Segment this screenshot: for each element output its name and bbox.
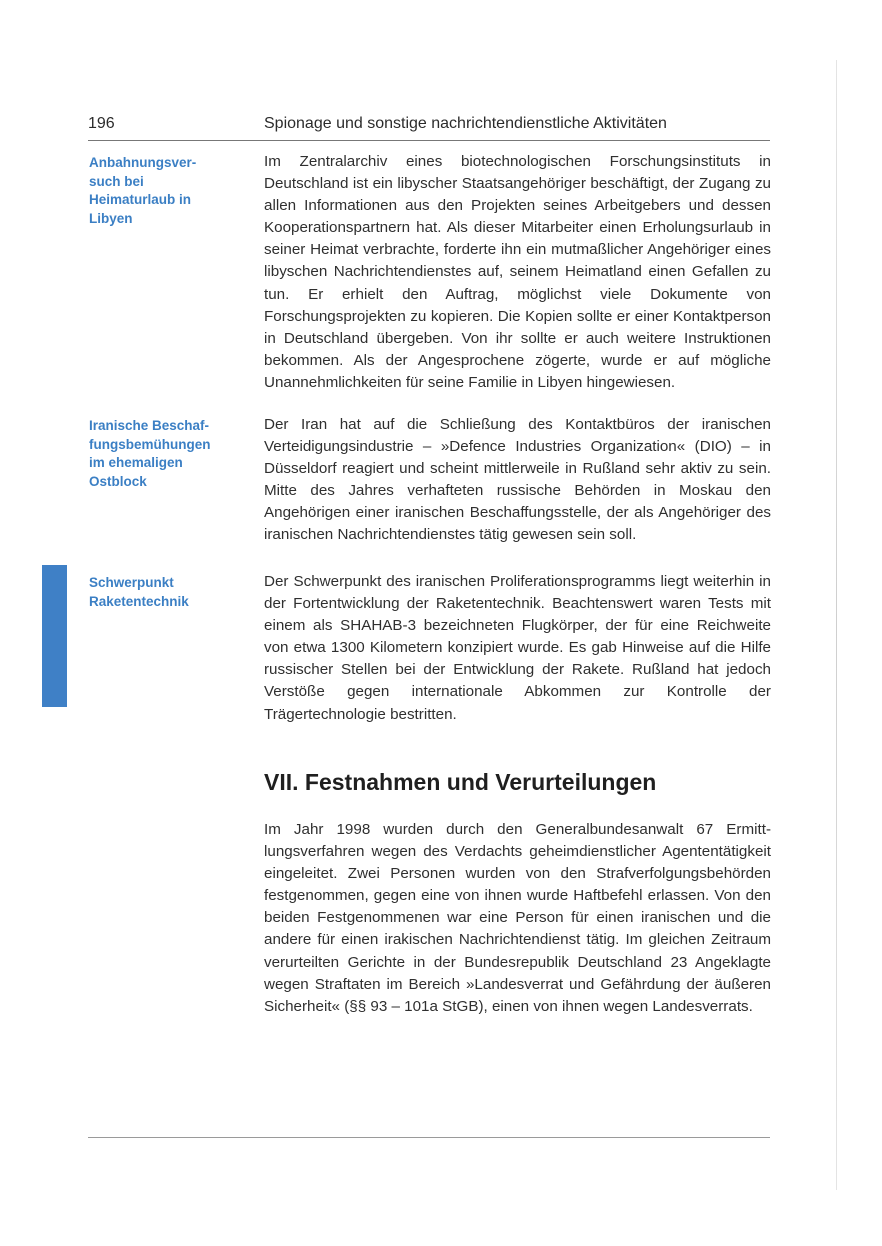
section-heading: VII. Festnahmen und Verurteilungen (264, 769, 657, 795)
paragraph-iran-procurement: Der Iran hat auf die Schließung des Kontaktbüros der iranischen Verteidigungsindustrie – »Defence Industries Organization« (DIO) – in Düsseldorf reagiert und scheint mittlerweile in Rußland sehr aktiv zu sein. Mitte des Jahres verhafteten russische Behörden in Moskau den Angehörigen einer iranischen Beschaffungsstelle, der als Angehöriger des iranischen Nachrichtendienstes tätig gewesen sein soll. (264, 416, 771, 544)
margin-label-iran-procurement: Iranische Beschaf- fungsbemühungen im ehemaligen Ostblock (89, 418, 211, 489)
margin-label-missile-technology: Schwerpunkt Raketentechnik (89, 575, 189, 609)
header-divider (88, 140, 770, 141)
page-edge-shadow (836, 60, 837, 1190)
paragraph-libya: Im Zentralarchiv eines biotechnologischen Forschungsinstituts in Deutschland ist ein libyscher Staatsangehöriger beschäftigt, der Zugang zu allen Informationen aus den Projekten seines Arbeitgebers und dessen Kooperationspartnern hat. Als dieser Mitarbeiter einen Erholungsurlaub in seiner Heimat verbrachte, forderte ihn ein mutmaßlicher Angehöriger eines libyschen Nachrichtendienstes auf, seinem Heimatland einen Gefallen zu tun. Er erhielt den Auftrag, möglichst viele Dokumente von Forschungsprojekten zu kopieren. Die Kopien sollte er einer Kontaktperson in Deutschland übergeben. Von ihr sollte er auch weitere Instruktionen bekommen. Als der Angesprochene zögerte, wurde er auf mögliche Unannehmlichkeiten für seine Familie in Libyen hingewiesen. (264, 153, 771, 391)
margin-label-libya: Anbahnungsver- such bei Heimaturlaub in Libyen (89, 155, 197, 226)
paragraph-missile-technology: Der Schwerpunkt des iranischen Proliferationsprogramms liegt weiterhin in der Fortentwicklung der Raketentechnik. Beachtenswert waren Tests mit einem als SHAHAB-3 bezeichneten Flugkörper, der für eine Reichweite von etwa 1300 Kilometern konzipiert wurde. Es gab Hinweise auf die Hilfe russischer Stellen bei der Entwicklung der Rakete. Rußland hat jedoch Verstöße gegen internationale Abkommen zur Kontrolle der Trägertechnologie bestritten. (264, 573, 771, 723)
page-number: 196 (88, 115, 115, 132)
paragraph-arrests: Im Jahr 1998 wurden durch den Generalbundesanwalt 67 Ermittlungsverfahren wegen des Verdachts geheimdienstlicher Agententätigkeit eingeleitet. Zwei Personen wurden von den Strafverfolgungsbehörden festgenommen, gegen eine von ihnen wurde Haftbefehl erlassen. Von den beiden Festgenommenen war eine Person für einen iranischen und die andere für einen irakischen Nachrichtendienst tätig. Im gleichen Zeitraum verurteilten Gerichte in der Bundesrepublik Deutschland 23 Angeklagte wegen Straftaten im Bereich »Landesverrat und Gefährdung der äußeren Sicherheit« (§§ 93 – 101a StGB), einen von ihnen wegen Landesverrats. (264, 821, 771, 1015)
footer-divider (88, 1137, 770, 1138)
running-title: Spionage und sonstige nachrichtendienstliche Aktivitäten (264, 115, 667, 132)
section-marker-bar (42, 565, 67, 707)
